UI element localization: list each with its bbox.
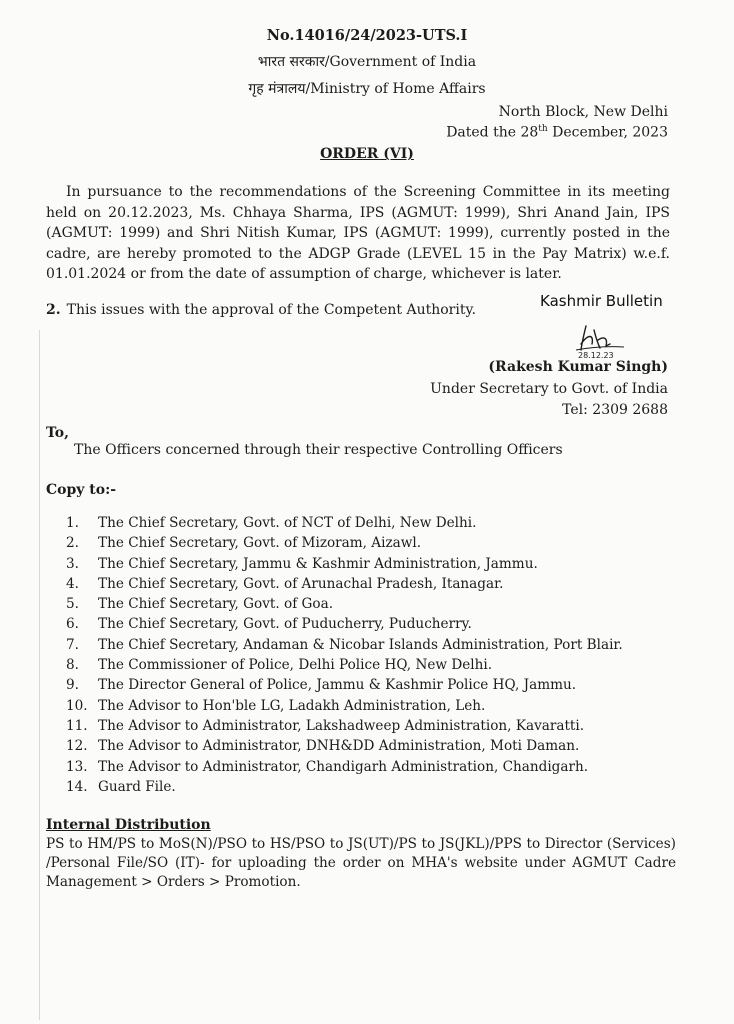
list-item-text: The Advisor to Administrator, Lakshadweep Administration, Kavaratti. xyxy=(98,717,585,734)
date-suffix: December, 2023 xyxy=(547,124,668,141)
place-line: North Block, New Delhi xyxy=(498,104,668,120)
list-item xyxy=(66,698,623,718)
list-item xyxy=(66,637,623,657)
order-paragraph-1: In pursuance to the recommendations of the Screening Committee in its meeting held on 20.12.2023, Ms. Chhaya Sharma, IPS (AGMUT: 1999), Shri Anand Jain, IPS (AGMUT: 1999) and Shri Nitish Kumar, IPS (AGMUT: 1999), currently posted in the cadre, are hereby promoted to the ADGP Grade (LEVEL 15 in the Pay Matrix) w.e.f. 01.01.2024 or from the date of assumption of charge, whichever is later. xyxy=(46,184,670,282)
list-item-number: 5. xyxy=(66,596,79,613)
order-paragraph-2 xyxy=(46,302,476,318)
signatory-name: (Rakesh Kumar Singh) xyxy=(488,359,668,375)
list-item-text: The Commissioner of Police, Delhi Police HQ, New Delhi. xyxy=(98,657,493,674)
list-item-number: 9. xyxy=(66,677,79,694)
list-item-text: The Chief Secretary, Govt. of Goa. xyxy=(98,596,334,613)
list-item xyxy=(66,556,623,576)
paragraph-2-number: 2. xyxy=(46,302,61,318)
list-item-number: 13. xyxy=(66,758,88,775)
list-item-text: The Advisor to Administrator, Chandigarh Administration, Chandigarh. xyxy=(98,758,589,775)
list-item xyxy=(66,677,623,697)
list-item-text: The Chief Secretary, Andaman & Nicobar Islands Administration, Port Blair. xyxy=(98,636,623,653)
list-item-text: The Chief Secretary, Govt. of Arunachal Pradesh, Itanagar. xyxy=(98,575,504,592)
list-item xyxy=(66,657,623,677)
page-margin-line xyxy=(39,330,40,1020)
internal-distribution-heading: Internal Distribution xyxy=(46,817,211,833)
list-item-number: 14. xyxy=(66,778,88,795)
list-item xyxy=(66,718,623,738)
list-item-text: The Advisor to Administrator, DNH&DD Administration, Moti Daman. xyxy=(98,738,580,755)
list-item-text: Guard File. xyxy=(98,778,176,795)
list-item-text: The Advisor to Hon'ble LG, Ladakh Administration, Leh. xyxy=(98,697,486,714)
list-item-text: The Chief Secretary, Govt. of Puducherry, Puducherry. xyxy=(98,616,472,633)
watermark-text: Kashmir Bulletin xyxy=(540,292,663,310)
order-title: ORDER (VI) xyxy=(320,146,414,162)
ministry-line: गृह मंत्रालय/Ministry of Home Affairs xyxy=(248,81,486,97)
list-item-number: 4. xyxy=(66,575,79,592)
list-item-number: 8. xyxy=(66,657,79,674)
list-item xyxy=(66,596,623,616)
order-number: No.14016/24/2023-UTS.I xyxy=(266,27,468,44)
list-item-number: 6. xyxy=(66,616,79,633)
to-recipients: The Officers concerned through their respective Controlling Officers xyxy=(74,442,563,458)
list-item xyxy=(66,576,623,596)
to-heading: To, xyxy=(46,425,70,441)
government-line: भारत सरकार/Government of India xyxy=(257,54,477,70)
signatory-designation: Under Secretary to Govt. of India xyxy=(430,381,668,397)
list-item-text: The Director General of Police, Jammu & Kashmir Police HQ, Jammu. xyxy=(98,677,577,694)
copy-to-list xyxy=(66,515,623,799)
list-item-number: 10. xyxy=(66,697,88,714)
list-item-number: 3. xyxy=(66,555,79,572)
list-item xyxy=(66,515,623,535)
list-item xyxy=(66,616,623,636)
list-item xyxy=(66,779,623,799)
handwritten-signature xyxy=(572,320,652,360)
list-item-number: 12. xyxy=(66,738,88,755)
list-item-number: 11. xyxy=(66,717,88,734)
date-prefix: Dated the 28 xyxy=(446,124,539,141)
internal-distribution-text: PS to HM/PS to MoS(N)/PSO to HS/PSO to JS(UT)/PS to JS(JKL)/PPS to Director (Services) /Personal File/SO (IT)- for uploading the order on MHA's website under AGMUT Cadre Management > Orders > Promotion. xyxy=(46,836,676,890)
date-ordinal: th xyxy=(538,124,548,134)
list-item-text: The Chief Secretary, Govt. of Mizoram, Aizawl. xyxy=(98,535,422,552)
list-item-text: The Chief Secretary, Govt. of NCT of Delhi, New Delhi. xyxy=(98,515,477,531)
list-item-number: 1. xyxy=(66,515,79,531)
list-item-number: 2. xyxy=(66,535,79,552)
list-item xyxy=(66,759,623,779)
paragraph-2-text: This issues with the approval of the Competent Authority. xyxy=(66,302,476,318)
signatory-telephone: Tel: 2309 2688 xyxy=(562,402,668,418)
list-item xyxy=(66,535,623,555)
list-item xyxy=(66,738,623,758)
list-item-number: 7. xyxy=(66,636,79,653)
list-item-text: The Chief Secretary, Jammu & Kashmir Administration, Jammu. xyxy=(98,555,538,572)
signature-date: 28.12.23 xyxy=(578,351,614,360)
copy-to-heading: Copy to:- xyxy=(46,482,117,498)
date-line xyxy=(446,124,668,141)
